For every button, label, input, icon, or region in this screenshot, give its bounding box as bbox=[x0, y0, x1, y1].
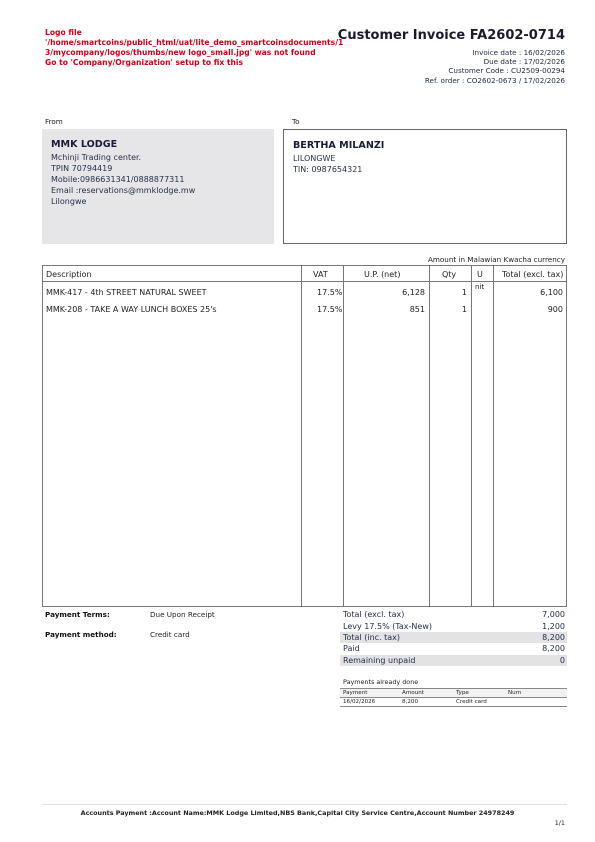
column-header-unit-price: U.P. (net) bbox=[364, 270, 401, 279]
payment-method-label: Payment method: bbox=[45, 630, 117, 639]
remaining-row bbox=[340, 655, 567, 666]
item-qty: 1 bbox=[461, 288, 467, 297]
logo-error-line: Logo file '/home/smartcoins/public_html/uat/lite_demo_smartcoinsdocuments/1 bbox=[45, 28, 344, 47]
column-header-description: Description bbox=[46, 270, 92, 279]
payments-header-payment: Payment bbox=[343, 690, 368, 696]
payment-amount: 8,200 bbox=[402, 699, 419, 705]
recipient-line: LILONGWE bbox=[293, 154, 336, 163]
payments-done-row bbox=[340, 698, 567, 707]
to-label: To bbox=[292, 117, 300, 126]
invoice-meta bbox=[425, 48, 565, 85]
total-excl-value: 7,000 bbox=[542, 610, 565, 619]
payment-terms-label: Payment Terms: bbox=[45, 610, 110, 619]
total-excl-row bbox=[340, 609, 567, 620]
footer-divider bbox=[42, 804, 567, 805]
item-unit-price: 851 bbox=[409, 305, 425, 314]
page-number: 1/1 bbox=[554, 819, 565, 827]
payment-method-value: Credit card bbox=[150, 630, 190, 639]
column-header-unit: U bbox=[477, 270, 483, 279]
payments-done-table bbox=[340, 688, 567, 707]
payments-done-header bbox=[340, 688, 567, 698]
recipient-name: BERTHA MILANZI bbox=[293, 140, 385, 151]
item-vat: 17.5% bbox=[317, 305, 343, 314]
total-inc-value: 8,200 bbox=[542, 633, 565, 642]
column-divider bbox=[429, 266, 430, 606]
column-divider bbox=[343, 266, 344, 606]
levy-row bbox=[340, 621, 567, 632]
item-qty: 1 bbox=[461, 305, 467, 314]
payments-header-type: Type bbox=[456, 690, 469, 696]
payments-header-num: Num bbox=[508, 690, 522, 696]
total-inc-row bbox=[340, 632, 567, 643]
from-label: From bbox=[45, 117, 63, 126]
sender-name: MMK LODGE bbox=[51, 139, 118, 150]
invoice-title: Customer Invoice FA2602-0714 bbox=[337, 28, 565, 43]
sender-line: Email :reservations@mmklodge.mw bbox=[51, 186, 196, 195]
column-header-vat: VAT bbox=[313, 270, 328, 279]
total-excl-label: Total (excl. tax) bbox=[343, 610, 405, 619]
payment-type: Credit card bbox=[456, 699, 487, 705]
line-items-table bbox=[42, 265, 567, 607]
customer-code: Customer Code : CU2509-00294 bbox=[448, 66, 565, 76]
sender-line: Mchinji Trading center. bbox=[51, 153, 142, 162]
footer-bank-details: Accounts Payment :Account Name:MMK Lodge Limited,NBS Bank,Capital City Service Centre,Account Number 24978249 bbox=[80, 809, 515, 817]
paid-row bbox=[340, 643, 567, 654]
paid-value: 8,200 bbox=[542, 644, 565, 653]
remaining-label: Remaining unpaid bbox=[343, 656, 416, 665]
sender-address-box bbox=[42, 129, 274, 244]
recipient-line: TIN: 0987654321 bbox=[293, 165, 363, 174]
item-total: 6,100 bbox=[540, 288, 563, 297]
column-divider bbox=[471, 266, 472, 606]
item-vat: 17.5% bbox=[317, 288, 343, 297]
logo-error-line: Go to 'Company/Organization' setup to fix this bbox=[45, 58, 244, 67]
item-unit: nit bbox=[475, 283, 485, 291]
due-date: Due date : 17/02/2026 bbox=[483, 57, 565, 67]
invoice-date: Invoice date : 16/02/2026 bbox=[472, 48, 565, 57]
payment-terms-value: Due Upon Receipt bbox=[150, 610, 215, 619]
header-divider bbox=[43, 281, 566, 282]
sender-line: Lilongwe bbox=[51, 197, 87, 206]
column-header-total: Total (excl. tax) bbox=[502, 270, 564, 279]
sender-line: TPIN 70794419 bbox=[51, 164, 113, 173]
remaining-value: 0 bbox=[559, 656, 565, 665]
column-header-qty: Qty bbox=[442, 270, 457, 279]
item-description: MMK-417 - 4th STREET NATURAL SWEET bbox=[46, 288, 207, 297]
payment-date: 16/02/2026 bbox=[343, 699, 376, 705]
payments-done-title: Payments already done bbox=[343, 678, 419, 686]
levy-value: 1,200 bbox=[542, 622, 565, 631]
currency-note: Amount in Malawian Kwacha currency bbox=[427, 255, 565, 264]
recipient-address-box bbox=[283, 129, 567, 244]
column-divider bbox=[301, 266, 302, 606]
sender-line: Mobile:0986631341/0888877311 bbox=[51, 175, 185, 184]
logo-error-line: 3/mycompany/logos/thumbs/new logo_small.jpg' was not found bbox=[45, 48, 316, 57]
column-divider bbox=[493, 266, 494, 606]
levy-label: Levy 17.5% (Tax-New) bbox=[343, 622, 432, 631]
ref-order: Ref. order : CO2602-0673 / 17/02/2026 bbox=[424, 75, 565, 85]
item-description: MMK-208 - TAKE A WAY LUNCH BOXES 25's bbox=[46, 305, 217, 314]
logo-error-message bbox=[45, 28, 355, 68]
total-inc-label: Total (inc. tax) bbox=[343, 633, 401, 642]
paid-label: Paid bbox=[343, 644, 360, 653]
payments-header-amount: Amount bbox=[402, 690, 424, 696]
item-total: 900 bbox=[547, 305, 563, 314]
item-unit-price: 6,128 bbox=[402, 288, 425, 297]
